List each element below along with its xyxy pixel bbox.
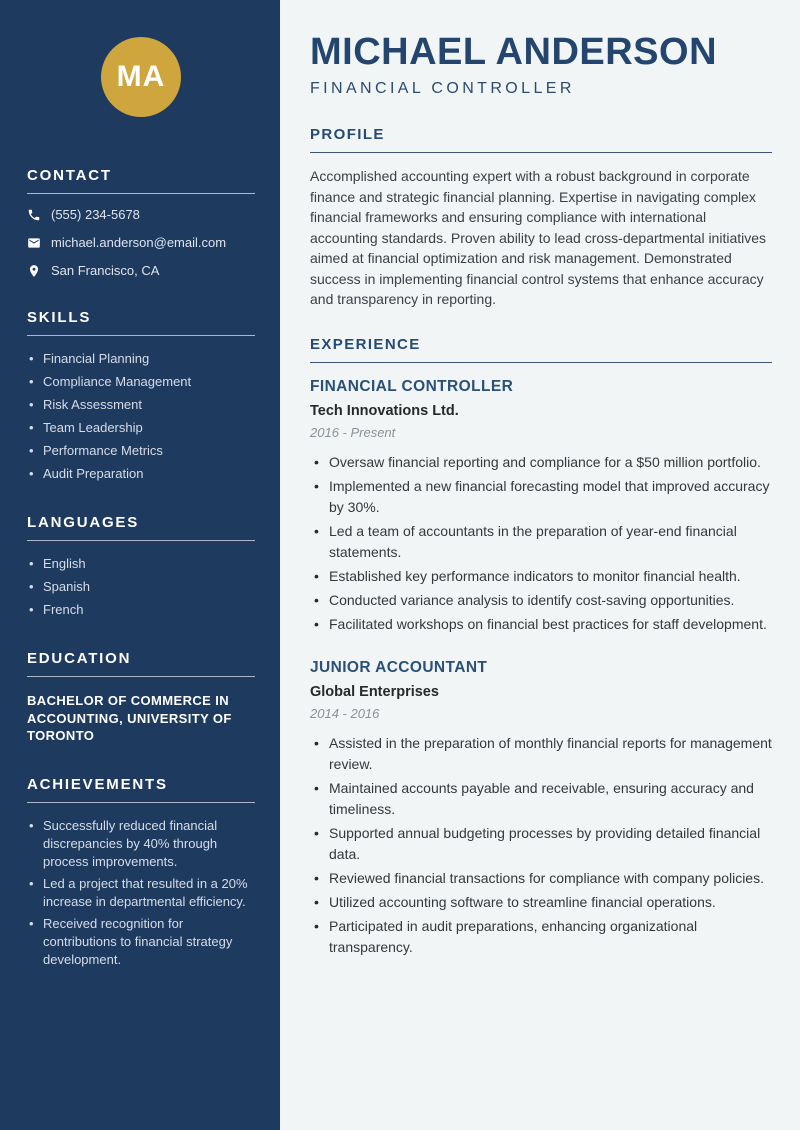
job-subtitle: FINANCIAL CONTROLLER [310,80,575,97]
list-item: • Risk Assessment [27,396,255,414]
sidebar [0,0,280,1130]
avatar-initials: MA [116,60,166,93]
profile-section [310,126,772,310]
experience-section [310,336,772,958]
skills-section [27,309,255,483]
contact-location-row [27,263,255,278]
email-icon [27,236,41,250]
job-bullet-list [310,733,772,958]
phone-text: (555) 234-5678 [51,207,140,222]
contact-section [27,167,255,278]
company-name: Global Enterprises [310,683,439,700]
list-item: • Successfully reduced financial discrepancies by 40% through process improvements. [27,817,255,871]
location-text: San Francisco, CA [51,263,160,278]
list-item: • Audit Preparation [27,465,255,483]
list-item: • Financial Planning [27,350,255,368]
list-item: • Led a team of accountants in the preparation of year-end financial statements. [310,521,772,563]
list-item: • Received recognition for contributions to financial strategy development. [27,915,255,969]
achievements-section [27,776,255,969]
profile-text: Accomplished accounting expert with a robust background in corporate finance and strategic financial planning. Expertise in navigating complex financial frameworks and ensuring compliance with international accounting standards. Proven ability to lead cross-departmental initiatives aimed at financial optimization and risk management. Demonstrated success in implementing financial control systems that enhance accuracy and transparency in reporting. [310,168,767,307]
job-title: JUNIOR ACCOUNTANT [310,658,488,676]
list-item: • Performance Metrics [27,442,255,460]
date-range: 2016 - Present [310,424,396,440]
education-heading: EDUCATION [27,650,255,677]
job-title: FINANCIAL CONTROLLER [310,377,514,395]
list-item: • Utilized accounting software to streamline financial operations. [310,892,772,913]
email-text: michael.anderson@email.com [51,235,227,250]
list-item: • Facilitated workshops on financial best practices for staff development. [310,614,772,635]
list-item: • French [27,601,255,619]
list-item: • Established key performance indicators to monitor financial health. [310,566,772,587]
location-icon [27,264,41,278]
list-item: • Reviewed financial transactions for compliance with company policies. [310,868,772,889]
list-item: • Team Leadership [27,419,255,437]
list-item: • Assisted in the preparation of monthly financial reports for management review. [310,733,772,775]
contact-email-row [27,235,255,250]
experience-entry [310,378,772,635]
degree-text: BACHELOR OF COMMERCE IN ACCOUNTING, UNIVERSITY OF TORONTO [27,693,232,743]
phone-icon [27,208,41,222]
achievements-list [27,817,255,969]
list-item: • Implemented a new financial forecasting model that improved accuracy by 30%. [310,476,772,518]
list-item: • Led a project that resulted in a 20% increase in departmental efficiency. [27,875,255,911]
contact-heading: CONTACT [27,167,255,194]
main-content [280,0,800,1130]
list-item: • Oversaw financial reporting and compliance for a $50 million portfolio. [310,452,772,473]
list-item: • Participated in audit preparations, enhancing organizational transparency. [310,916,772,958]
list-item: • Supported annual budgeting processes by providing detailed financial data. [310,823,772,865]
contact-phone-row [27,207,255,222]
languages-section [27,514,255,619]
languages-heading: LANGUAGES [27,514,255,541]
list-item: • Spanish [27,578,255,596]
skills-heading: SKILLS [27,309,255,336]
education-section [27,650,255,745]
skills-list [27,350,255,483]
experience-heading: EXPERIENCE [310,336,772,363]
profile-heading: PROFILE [310,126,772,153]
list-item: • Compliance Management [27,373,255,391]
job-bullet-list [310,452,772,635]
company-name: Tech Innovations Ltd. [310,402,459,419]
experience-entry [310,659,772,958]
list-item: • English [27,555,255,573]
languages-list [27,555,255,619]
list-item: • Conducted variance analysis to identify cost-saving opportunities. [310,590,772,611]
date-range: 2014 - 2016 [310,705,380,721]
list-item: • Maintained accounts payable and receivable, ensuring accuracy and timeliness. [310,778,772,820]
avatar [101,37,181,117]
achievements-heading: ACHIEVEMENTS [27,776,255,803]
page-title: MICHAEL ANDERSON [310,31,718,73]
